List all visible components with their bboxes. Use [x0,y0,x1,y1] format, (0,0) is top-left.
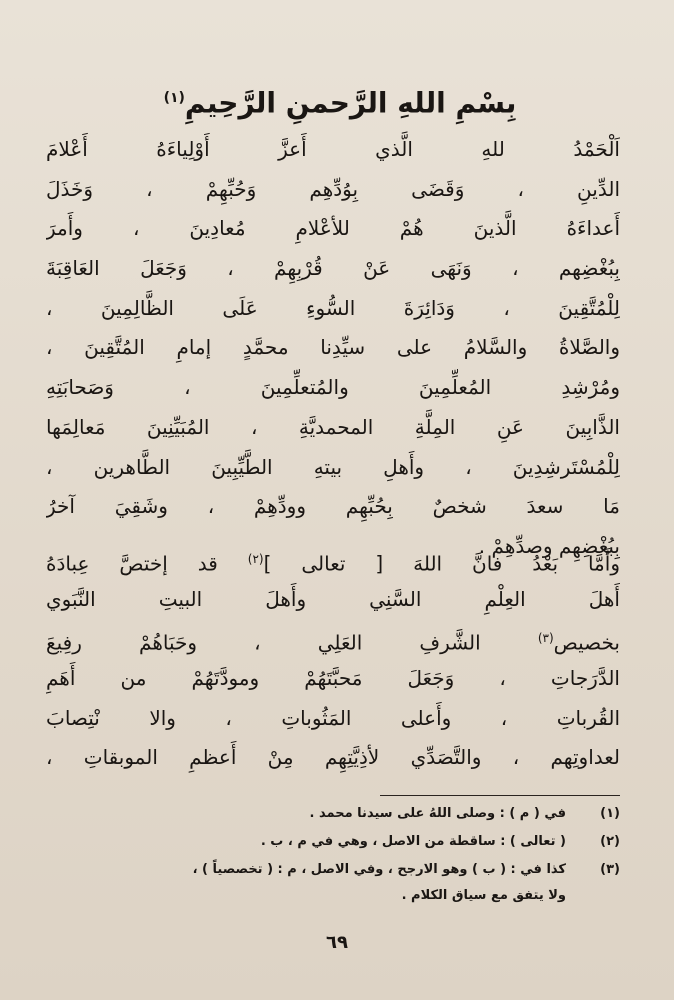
basmala-heading [60,78,620,123]
footnote-continuation: ولا يتفق مع سياق الكلام . [401,888,566,903]
text-line: بِبُغْضِهِم وصدِّهِمْ . [478,533,620,558]
footnote-text: في ( م ) : وصلى اللهُ على سيدنا محمد . [309,806,566,821]
text-line [46,738,620,778]
text-line [46,619,620,659]
text-line [46,659,620,699]
text-line [46,540,620,580]
footnote-number: (٣) [600,862,620,877]
text-line [46,699,620,739]
text-line: لِلْمُتَّقِينَ ، وَدَائِرَةَ السُّوءِ عَلَى الظَّالِمِينَ ، [46,295,620,320]
footnote-ref: (٣) [537,631,554,646]
footnote-number: (١) [600,806,620,821]
page-number: ٦٩ [326,932,348,953]
footnote-text: ( تعالى ) : ساقطة من الاصل ، وهي في م ، ب . [260,834,566,849]
text-line: لِلْمُسْتَرشِدِينَ ، وأَهلِ بيتهِ الطَّيِّبِينَ الطَّاهرين ، [46,454,620,479]
text-line: مَا سعدَ شخصٌ بِحُبِّهِم وودِّهِمْ ، وشَقِيَ آخرُ [46,494,620,519]
line-text-after: الشَّرفِ العَلِي ، وحَبَاهُمْ رفِيعَ [46,631,538,656]
line-text: أَهلَ العِلْمِ السَّنِي وأَهلَ البيتِ النَّبَوي [46,586,620,611]
footnote-number: (٢) [600,834,620,849]
text-line: ومُرْشِدِ المُعلِّمِينَ والمُتعلِّمِينَ ، وَصَحابَتِهِ [46,375,620,400]
text-line: أَعداءَهُ الَّذينَ هُمْ للأعْلامِ مُعادِينَ ، وأَمرَ [46,216,620,241]
text-line: اَلْحَمْدُ للهِ الَّذي أَعزَّ أَوْلِياءَهُ أَعْلامَ [46,137,620,161]
footnotes [60,800,620,908]
text-line: الذَّابِينَ عَنِ المِلَّةِ المحمديَّةِ ، المُبَيِّنِينَ مَعالِمَها [46,414,620,439]
footnote [60,800,620,828]
text-line: الدِّينِ ، وَقَضَى بِوُدِّهِم وَحُبِّهِمْ ، وَخَذَلَ [46,176,620,201]
paragraph-1 [46,130,620,567]
line-text: الدَّرَجاتِ ، وَجَعَلَ مَحبَّتَهُمْ ومودَّتَهُمْ من أَهَمِ [46,666,620,691]
paragraph-2 [46,540,620,778]
text-line: بِبُغْضِهم ، وَنَهَى عَنْ قُرْبِهِمْ ، وَجَعَلَ العَاقِبَةَ [46,256,620,281]
footnote [60,856,620,884]
footnote-ref: (٢) [247,552,264,566]
line-text: وأَمَّا بَعْدُ فانَّ اللهَ [ تعالى ] [263,551,620,576]
footnote-divider [380,795,620,796]
footnote-text: كذا في : ( ب ) وهو الارجح ، وفي الاصل ، م : ( تخصصياً ) ، [192,862,566,877]
line-text-after: قد إختصَّ عِبادَهُ [46,551,248,576]
footnote [60,828,620,856]
line-text: لعداوتِهم ، والتَّصَدِّي لأذِيَّتِهِم مِنْ أَعظمِ الموبقاتِ ، [46,745,620,770]
line-text: القُرباتِ ، وأَعلى المَثُوباتِ ، والا نْتِصابَ [46,705,620,730]
text-line [46,580,620,620]
basmala-text: بِسْمِ اللهِ الرَّحمنِ الرَّحِيمِ [184,86,517,120]
heading-footnote-ref: (١) [163,90,185,106]
text-line: والصَّلاةُ والسَّلامُ على سيِّدِنا محمَّدٍ إمامِ المُتَّقِينَ ، [46,335,620,360]
line-text: بخصيص [553,631,620,656]
